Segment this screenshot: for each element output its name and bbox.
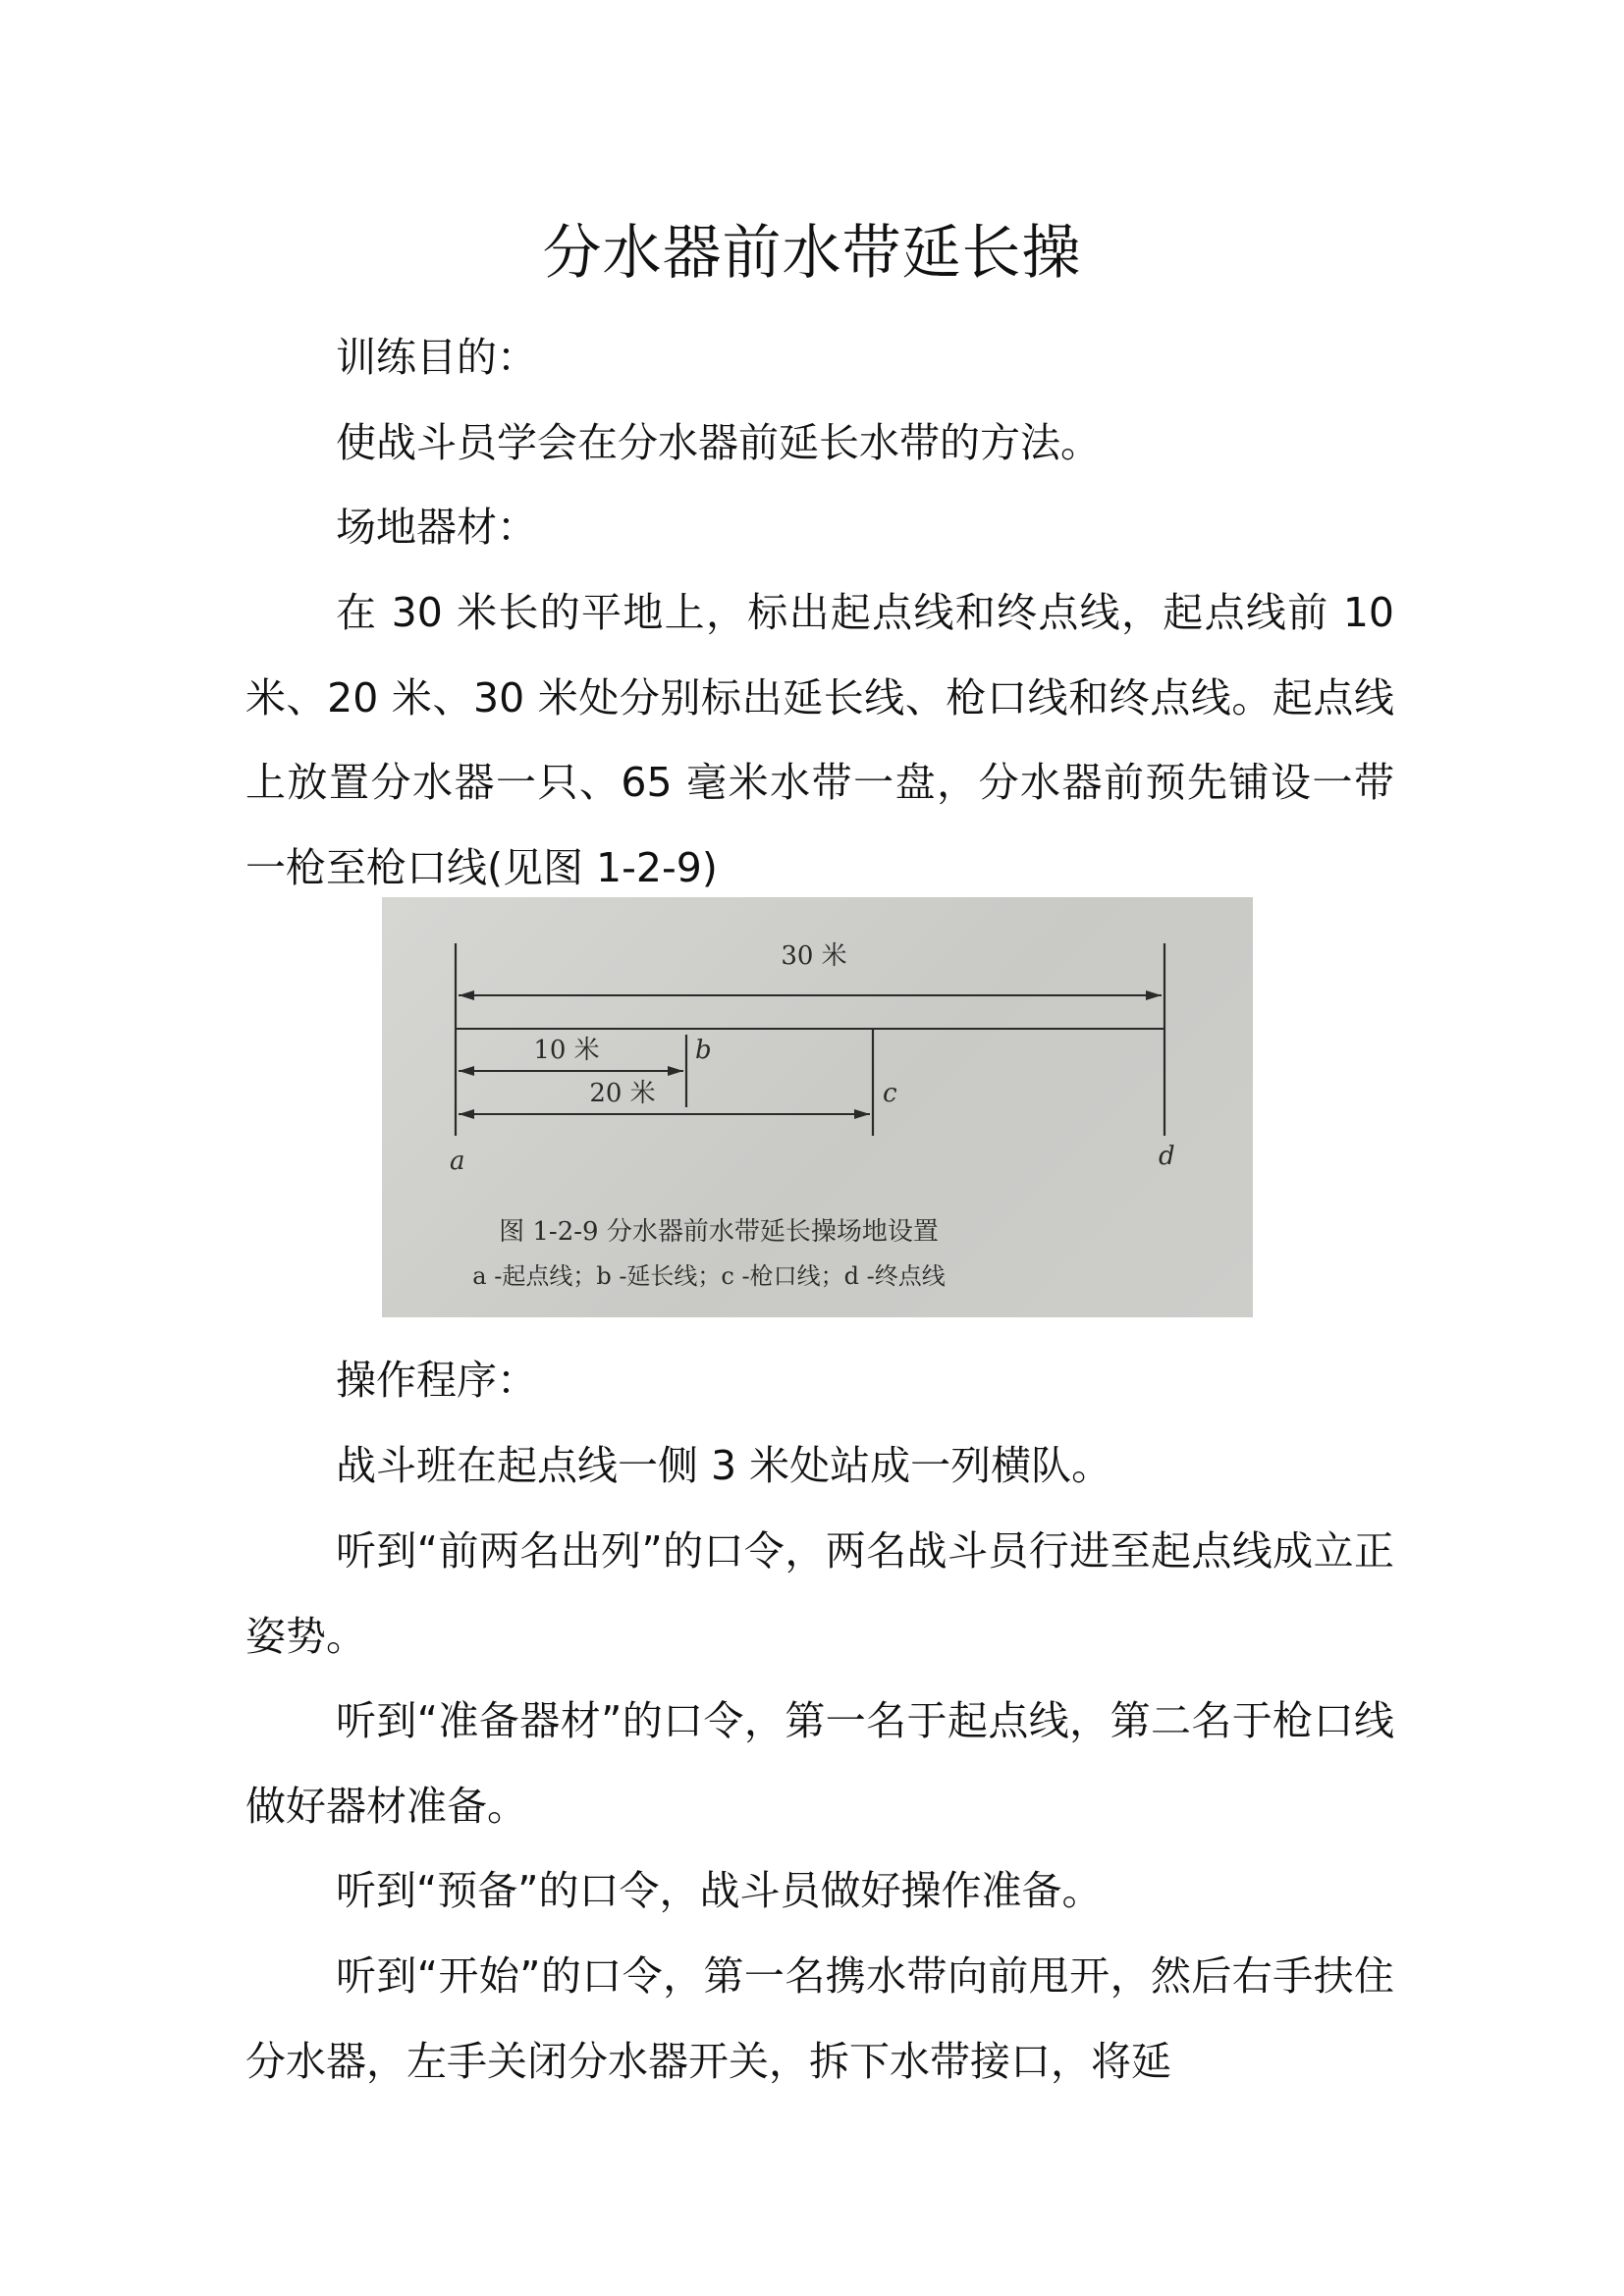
goal-heading: 训练目的： [336,334,537,381]
arrow-30m-head-right [1146,990,1162,1000]
figure-caption: 图 1-2-9 分水器前水带延长操场地设置 [499,1217,939,1247]
label-20m: 20 米 [589,1079,656,1108]
arrow-10m-head-right [668,1066,683,1076]
procedure-step: 听到“开始”的口令，第一名携水带向前甩开，然后右手扶住分水器，左手关闭分水器开关，拆下水带接口，将延 [245,1952,1394,2085]
letter-b: b [695,1036,712,1065]
procedure-heading: 操作程序： [336,1357,537,1404]
letter-c: c [883,1079,897,1108]
procedure-step: 听到“准备器材”的口令，第一名于起点线，第二名于枪口线做好器材准备。 [245,1697,1394,1830]
letter-d: d [1159,1142,1175,1171]
procedure-step: 听到“预备”的口令，战斗员做好操作准备。 [336,1867,1103,1914]
equipment-text: 在 30 米长的平地上，标出起点线和终点线，起点线前 10 米、20 米、30 米处分别标出延长线、枪口线和终点线。起点线上放置分水器一只、65 毫米水带一盘，分水器前预先铺设一带一枪至枪口线(见图 1-2-9) [245,589,1394,892]
equipment-heading: 场地器材： [336,504,537,551]
arrow-20m-head-right [854,1109,870,1119]
page-title: 分水器前水带延长操 [542,219,1082,288]
figure-legend: a -起点线；b -延长线；c -枪口线；d -终点线 [472,1262,946,1290]
procedure-step: 战斗班在起点线一侧 3 米处站成一列横队。 [336,1442,1112,1489]
goal-text: 使战斗员学会在分水器前延长水带的方法。 [336,419,1101,466]
arrow-30m-head-left [459,990,474,1000]
site-layout-figure [382,897,1253,1317]
site-layout-diagram [382,897,1253,1317]
arrow-10m-head-left [459,1066,474,1076]
label-30m: 30 米 [781,941,847,971]
label-10m: 10 米 [533,1036,600,1065]
arrow-20m-head-left [459,1109,474,1119]
letter-a: a [450,1147,465,1176]
procedure-step: 听到“前两名出列”的口令，两名战斗员行进至起点线成立正姿势。 [245,1527,1394,1660]
